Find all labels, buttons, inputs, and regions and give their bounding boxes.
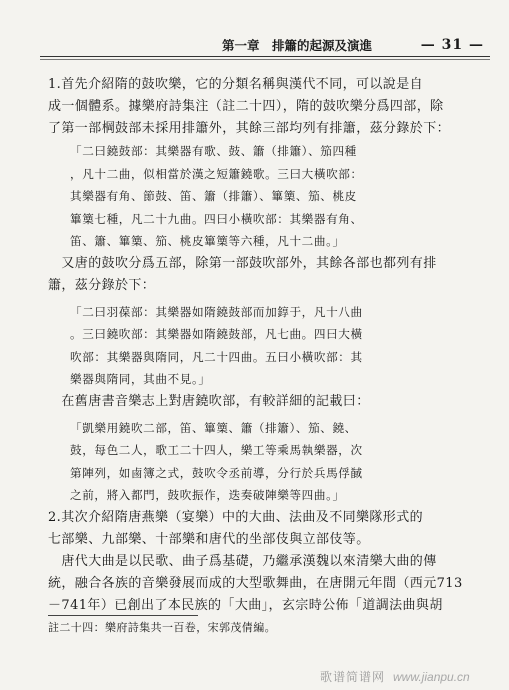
quote-line: 鼓，每色二人，歌工二十四人，樂工等乘馬執樂器，次	[70, 443, 363, 457]
quotation-3	[70, 417, 470, 507]
quote-line: 「二曰鐃鼓部：其樂器有歌、鼓、簫（排簫）、笳四種	[70, 144, 357, 158]
quotation-1	[70, 140, 470, 253]
quote-line: 第陣列，如鹵簿之式，鼓吹令丞前導，分行於兵馬俘馘	[70, 465, 363, 480]
quotation-2	[70, 301, 470, 391]
paragraph-2	[48, 253, 480, 297]
quote-line: 。三曰鐃吹部：其樂器如隋鐃鼓部，凡七曲。四曰大橫	[70, 327, 363, 341]
watermark-text: 歌谱简谱网	[320, 670, 386, 684]
quote-line: 其樂器有角、節鼓、笛、簫（排簫）、篳篥、笳、桃皮	[70, 189, 357, 203]
quote-line: 「二曰羽葆部：其樂器如隋鐃鼓部而加錞于，凡十八曲	[70, 304, 363, 319]
watermark	[320, 668, 470, 685]
text-line: 唐代大曲是以民歌、曲子爲基礎，乃繼承漢魏以來清樂大曲的傳	[48, 553, 437, 569]
text-line: 成一個體系。據樂府詩集注（註二十四），隋的鼓吹樂分爲四部，除	[48, 99, 444, 114]
header-rule	[40, 56, 490, 57]
page-number: — 31 —	[420, 37, 484, 53]
text-line: 統，融合各族的音樂發展而成的大型歌舞曲，在唐開元年間（西元713	[48, 575, 463, 591]
main-text	[48, 74, 480, 617]
paragraph-3	[48, 391, 480, 413]
text-line: 1.首先介紹隋的鼓吹樂，它的分類名稱與漢代不同，可以說是自	[48, 77, 424, 92]
text-line: 了第一部棡鼓部未採用排簫外，其餘三部均列有排簫，茲分錄於下：	[48, 121, 451, 136]
quote-line: 篳篥七種，凡二十九曲。四曰小橫吹部：其樂器有角、	[70, 211, 363, 226]
footnote: 註二十四：樂府詩集共一百卷，宋郭茂倩編。	[48, 621, 276, 634]
watermark-url: www.jianpu.cn	[393, 670, 470, 684]
text-line: 簫，茲分錄於下：	[48, 277, 156, 293]
quote-line: 「凱樂用鐃吹二部，笛、篳篥、簫（排簫）、笳、鐃、	[70, 420, 357, 435]
text-line: －741年）已創出了本民族的「大曲」，玄宗時公佈「道調法曲與胡	[48, 597, 443, 613]
paragraph-1	[48, 74, 480, 140]
running-header	[222, 36, 484, 54]
chapter-title: 第一章 排簫的起源及演進	[222, 38, 373, 53]
quote-line: 吹部：其樂器與隋同，凡二十四曲。五曰小橫吹部：其	[70, 349, 363, 364]
text-line: 2.其次介紹隋唐燕樂（宴樂）中的大曲、法曲及不同樂隊形式的	[48, 509, 424, 525]
header-rule-thin	[40, 59, 490, 60]
quote-line: 樂器與隋同，其曲不見。」	[70, 372, 211, 386]
paragraph-4	[48, 507, 480, 617]
quote-line: ，凡十二曲，似相當於漢之短簫鐃歌。三曰大橫吹部：	[70, 166, 363, 181]
footnote-rule	[48, 615, 198, 616]
text-line: 又唐的鼓吹分爲五部，除第一部鼓吹部外，其餘各部也都列有排	[48, 255, 437, 271]
quote-line: 之前，將入都門，鼓吹振作，迭奏破陣樂等四曲。」	[70, 488, 345, 502]
text-line: 七部樂、九部樂、十部樂和唐代的坐部伎與立部伎等。	[48, 531, 370, 547]
text-line: 在舊唐書音樂志上對唐鐃吹部，有較詳細的記載曰：	[48, 393, 370, 409]
quote-line: 笛、簫、篳篥、笳、桃皮篳篥等六種，凡十二曲。」	[70, 234, 345, 248]
